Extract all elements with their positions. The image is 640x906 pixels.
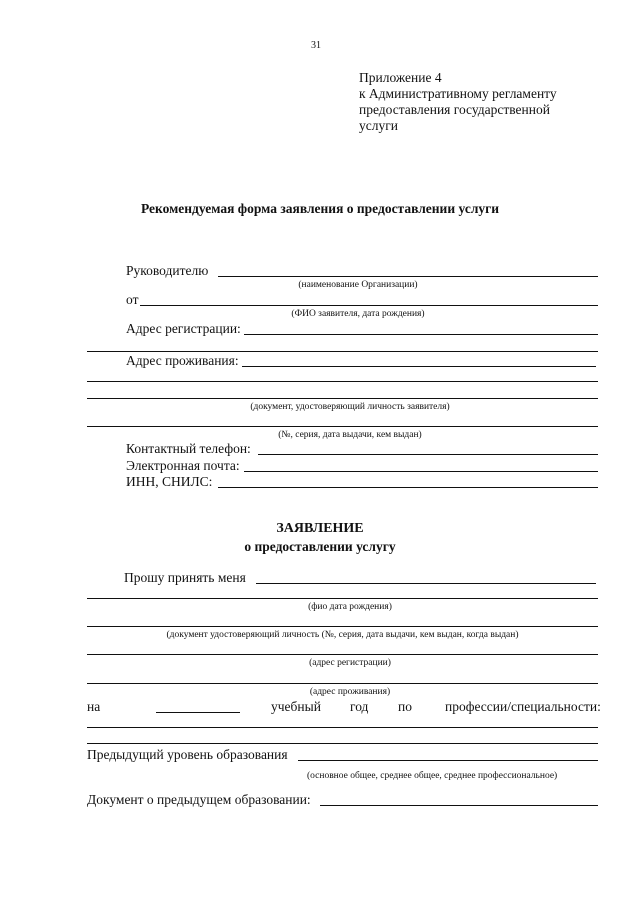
live-address-label: Адрес проживания: [126, 353, 239, 368]
from-label: от [126, 292, 139, 307]
form-title: Рекомендуемая форма заявления о предоставлении услуги [140, 201, 500, 216]
email-line[interactable] [244, 471, 598, 472]
annex-line-3: услуги [359, 118, 398, 133]
reg-address-line-2[interactable] [87, 351, 598, 352]
word-po: по [398, 699, 412, 714]
prof-line-2[interactable] [87, 743, 598, 744]
doc-identity-caption: (документ удостоверяющий личность (№, серия, дата выдачи, кем выдан, когда выдан) [166, 630, 519, 640]
head-label: Руководителю [126, 263, 209, 278]
annex-line-2: предоставления государственной [359, 102, 550, 117]
annex-line-1: к Административному регламенту [359, 86, 557, 101]
inn-line[interactable] [218, 487, 598, 488]
request-label: Прошу принять меня [124, 570, 246, 585]
prev-level-label: Предыдущий уровень образования [87, 747, 288, 762]
word-god: год [350, 699, 369, 714]
head-line[interactable] [218, 276, 598, 277]
prev-doc-label: Документ о предыдущем образовании: [87, 792, 311, 807]
prev-level-caption: (основное общее, среднее общее, среднее профессиональное) [307, 771, 558, 781]
word-prof: профессии/специальности: [445, 699, 601, 714]
statement-title: ЗАЯВЛЕНИЕ [276, 521, 364, 536]
phone-label: Контактный телефон: [126, 441, 251, 456]
doc-line[interactable] [87, 398, 598, 399]
email-label: Электронная почта: [126, 458, 240, 473]
prof-line-1[interactable] [87, 727, 598, 728]
live-caption: (адрес проживания) [309, 687, 391, 697]
doc-details-caption: (№, серия, дата выдачи, кем выдан) [278, 430, 422, 440]
head-caption: (наименование Организации) [298, 280, 418, 290]
from-line[interactable] [140, 305, 598, 306]
live-address-line-2[interactable] [87, 381, 598, 382]
prev-level-line[interactable] [298, 760, 598, 761]
prev-doc-line[interactable] [320, 805, 598, 806]
annex-title: Приложение 4 [359, 70, 442, 85]
inn-label: ИНН, СНИЛС: [126, 474, 213, 489]
doc-caption: (документ, удостоверяющий личность заявителя) [250, 402, 450, 412]
reg-address-label: Адрес регистрации: [126, 321, 241, 336]
word-uch: учебный [271, 699, 321, 714]
doc-identity-line[interactable] [87, 626, 598, 627]
phone-line[interactable] [258, 454, 598, 455]
word-na: на [87, 699, 101, 714]
year-line[interactable] [156, 712, 240, 713]
reg-address-line-1[interactable] [244, 334, 598, 335]
reg-caption: (адрес регистрации) [309, 658, 391, 668]
page-number: 31 [311, 40, 321, 51]
request-line[interactable] [256, 583, 596, 584]
statement-subtitle: о предоставлении услугу [244, 539, 396, 554]
live-address-line-1[interactable] [242, 366, 596, 367]
fio-caption: (фио дата рождения) [308, 602, 392, 612]
reg-line[interactable] [87, 654, 598, 655]
live-line[interactable] [87, 683, 598, 684]
from-caption: (ФИО заявителя, дата рождения) [291, 309, 425, 319]
doc-details-line[interactable] [87, 426, 598, 427]
fio-line[interactable] [87, 598, 598, 599]
